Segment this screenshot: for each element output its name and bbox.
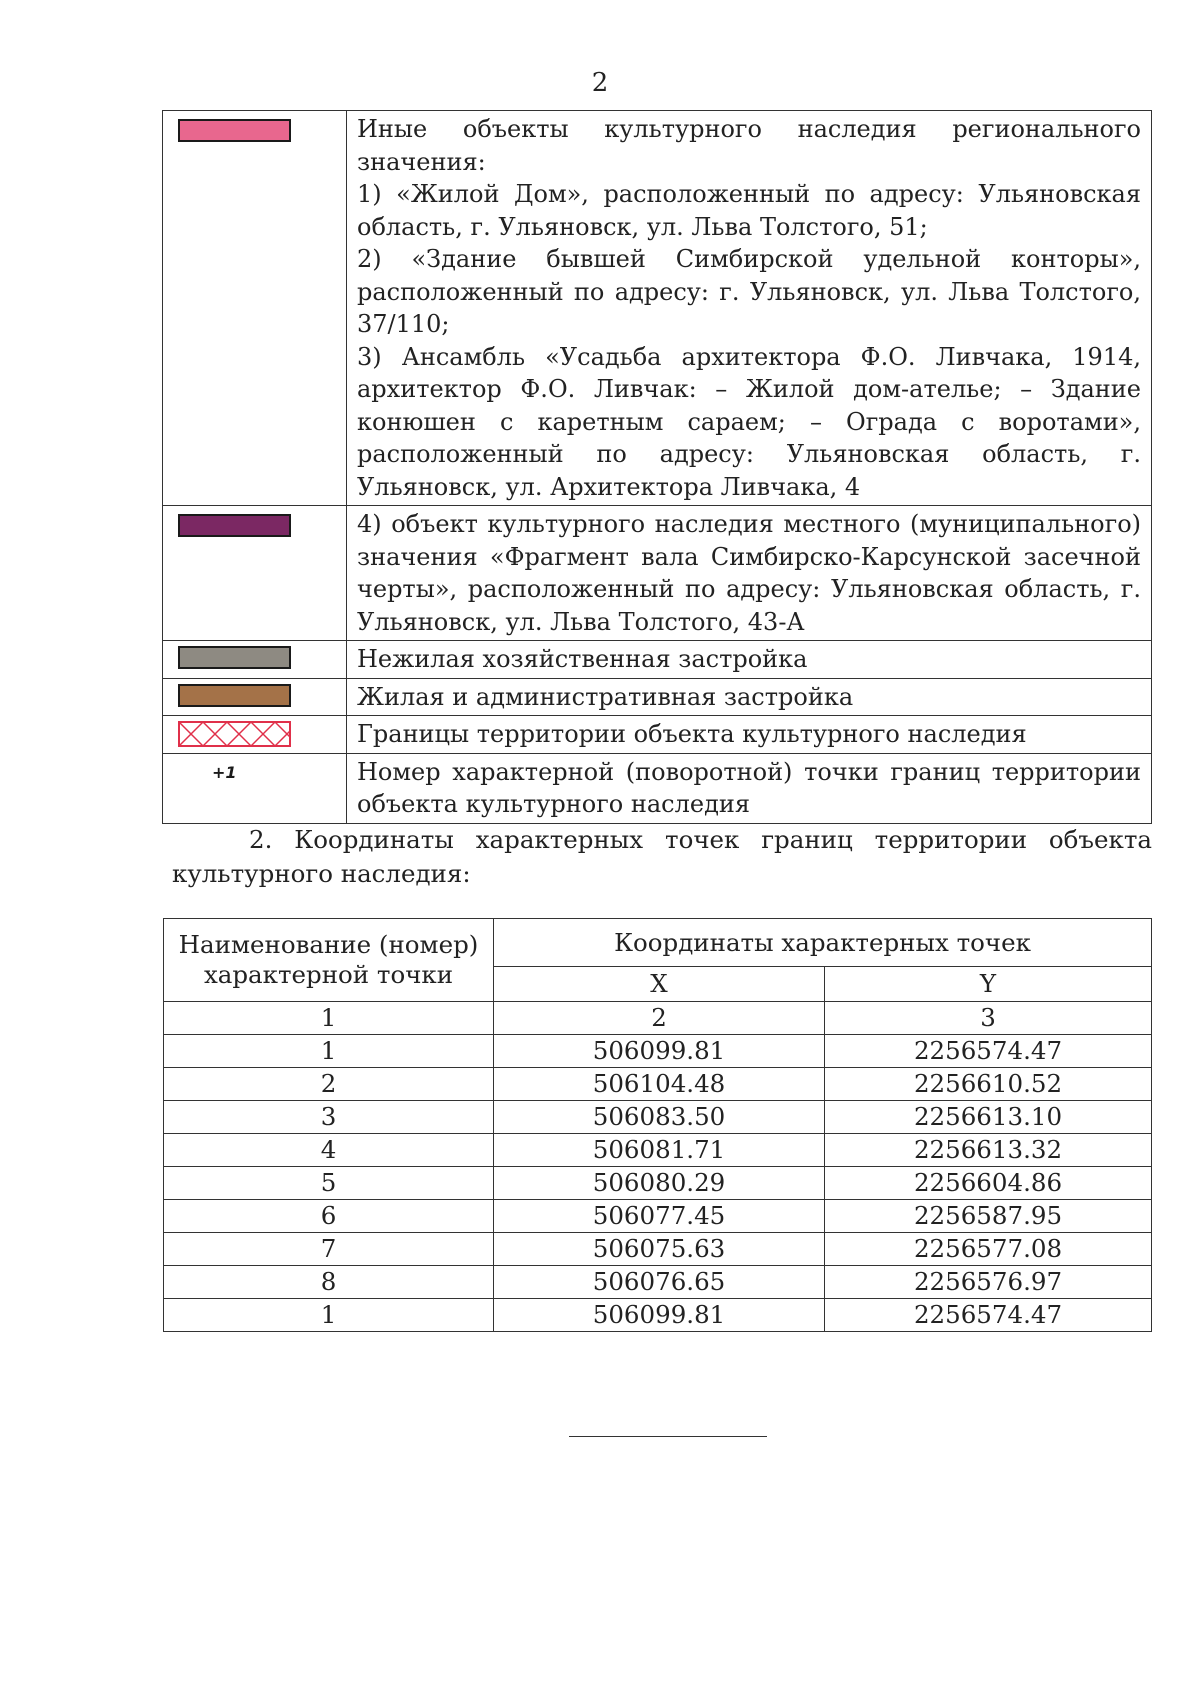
table-row bbox=[164, 1068, 1152, 1101]
y-coordinate-cell: 2256587.95 bbox=[825, 1200, 1152, 1233]
point-number-cell: 5 bbox=[164, 1167, 494, 1200]
legend-text: 3) Ансамбль «Усадьба архитектора Ф.О. Ливчака, 1914, архитектор Ф.О. Ливчак: – Жилой дом-ателье; – Здание конюшен с каретным сараем; – Ограда с воротами», расположенный по адресу: Ульяновская область, г. Ульяновск, ул. Архитектора Ливчака, 4 bbox=[357, 342, 1141, 501]
x-coordinate-cell: 506083.50 bbox=[494, 1101, 825, 1134]
point-number-cell: 1 bbox=[164, 1299, 494, 1332]
x-coordinate-cell: 506099.81 bbox=[494, 1035, 825, 1068]
pink-swatch bbox=[178, 119, 291, 142]
point-number-cell: 4 bbox=[164, 1134, 494, 1167]
legend-text: 1) «Жилой Дом», расположенный по адресу: Ульяновская область, г. Ульяновск, ул. Льва Толстого, 51; bbox=[357, 180, 1141, 241]
section-heading: 2. Координаты характерных точек границ территории объекта культурного наследия: bbox=[172, 825, 1152, 888]
legend-text: 4) объект культурного наследия местного (муниципального) значения «Фрагмент вала Симбирско-Карсунской засечной черты», расположенный по адресу: Ульяновская область, г. Ульяновск, ул. Льва Толстого, 43-А bbox=[357, 510, 1141, 636]
legend-text: 2) «Здание бывшей Симбирской удельной конторы», расположенный по адресу: г. Ульяновск, ул. Льва Толстого, 37/110; bbox=[357, 245, 1141, 338]
legend-text: Нежилая хозяйственная застройка bbox=[357, 645, 808, 673]
table-row bbox=[164, 1035, 1152, 1068]
legend-description bbox=[347, 716, 1152, 754]
legend-symbol-cell bbox=[163, 716, 347, 754]
coordinates-table bbox=[163, 918, 1152, 1332]
boundary-hatch-icon bbox=[178, 721, 291, 747]
legend-row-municipal-heritage bbox=[163, 506, 1152, 641]
header-x: X bbox=[494, 967, 825, 1002]
x-coordinate-cell: 506076.65 bbox=[494, 1266, 825, 1299]
y-coordinate-cell: 2256576.97 bbox=[825, 1266, 1152, 1299]
legend-symbol-cell bbox=[163, 753, 347, 823]
x-coordinate-cell: 506099.81 bbox=[494, 1299, 825, 1332]
legend-symbol-cell bbox=[163, 641, 347, 679]
y-coordinate-cell: 2256604.86 bbox=[825, 1167, 1152, 1200]
x-coordinate-cell: 506080.29 bbox=[494, 1167, 825, 1200]
purple-swatch bbox=[178, 514, 291, 537]
point-number-cell: 1 bbox=[164, 1035, 494, 1068]
footer-divider bbox=[569, 1436, 767, 1437]
x-coordinate-cell: 506081.71 bbox=[494, 1134, 825, 1167]
point-number-cell: 3 bbox=[164, 1101, 494, 1134]
y-coordinate-cell: 2256610.52 bbox=[825, 1068, 1152, 1101]
y-coordinate-cell: 2256613.10 bbox=[825, 1101, 1152, 1134]
table-row bbox=[164, 1134, 1152, 1167]
legend-row-point-number bbox=[163, 753, 1152, 823]
y-coordinate-cell: 2256613.32 bbox=[825, 1134, 1152, 1167]
coordinates-table-body bbox=[164, 1035, 1152, 1332]
table-row bbox=[164, 1233, 1152, 1266]
table-row bbox=[164, 1101, 1152, 1134]
legend-symbol-cell bbox=[163, 678, 347, 716]
x-coordinate-cell: 506104.48 bbox=[494, 1068, 825, 1101]
table-row bbox=[164, 1266, 1152, 1299]
legend-row-regional-heritage bbox=[163, 111, 1152, 506]
legend-text: Границы территории объекта культурного наследия bbox=[357, 720, 1027, 748]
legend-description bbox=[347, 641, 1152, 679]
table-header-row bbox=[164, 919, 1152, 967]
page-number: 2 bbox=[591, 68, 609, 98]
y-coordinate-cell: 2256574.47 bbox=[825, 1299, 1152, 1332]
point-number-cell: 7 bbox=[164, 1233, 494, 1266]
y-coordinate-cell: 2256574.47 bbox=[825, 1035, 1152, 1068]
table-row bbox=[164, 1299, 1152, 1332]
legend-text: Иные объекты культурного наследия регионального значения: bbox=[357, 115, 1141, 176]
header-y: Y bbox=[825, 967, 1152, 1002]
legend-description bbox=[347, 506, 1152, 641]
brown-swatch bbox=[178, 684, 291, 707]
header-coordinates: Координаты характерных точек bbox=[494, 919, 1152, 967]
table-row bbox=[164, 1200, 1152, 1233]
column-index: 2 bbox=[494, 1002, 825, 1035]
column-index: 1 bbox=[164, 1002, 494, 1035]
legend-symbol-cell bbox=[163, 506, 347, 641]
legend-text: Номер характерной (поворотной) точки границ территории объекта культурного наследия bbox=[357, 757, 1141, 818]
legend-text: Жилая и административная застройка bbox=[357, 682, 854, 711]
legend-table bbox=[162, 110, 1152, 824]
header-point-name: Наименование (номер) характерной точки bbox=[164, 919, 494, 1002]
column-index-row bbox=[164, 1002, 1152, 1035]
legend-row-boundary bbox=[163, 716, 1152, 754]
legend-description bbox=[347, 111, 1152, 506]
point-number-cell: 2 bbox=[164, 1068, 494, 1101]
y-coordinate-cell: 2256577.08 bbox=[825, 1233, 1152, 1266]
legend-row-residential bbox=[163, 678, 1152, 716]
legend-description bbox=[347, 678, 1152, 716]
x-coordinate-cell: 506077.45 bbox=[494, 1200, 825, 1233]
point-number-cell: 6 bbox=[164, 1200, 494, 1233]
point-number-cell: 8 bbox=[164, 1266, 494, 1299]
x-coordinate-cell: 506075.63 bbox=[494, 1233, 825, 1266]
column-index: 3 bbox=[825, 1002, 1152, 1035]
gray-swatch bbox=[178, 646, 291, 669]
legend-symbol-cell bbox=[163, 111, 347, 506]
legend-description bbox=[347, 753, 1152, 823]
table-row bbox=[164, 1167, 1152, 1200]
legend-row-nonresidential bbox=[163, 641, 1152, 679]
point-marker-icon: +1 bbox=[212, 762, 237, 782]
